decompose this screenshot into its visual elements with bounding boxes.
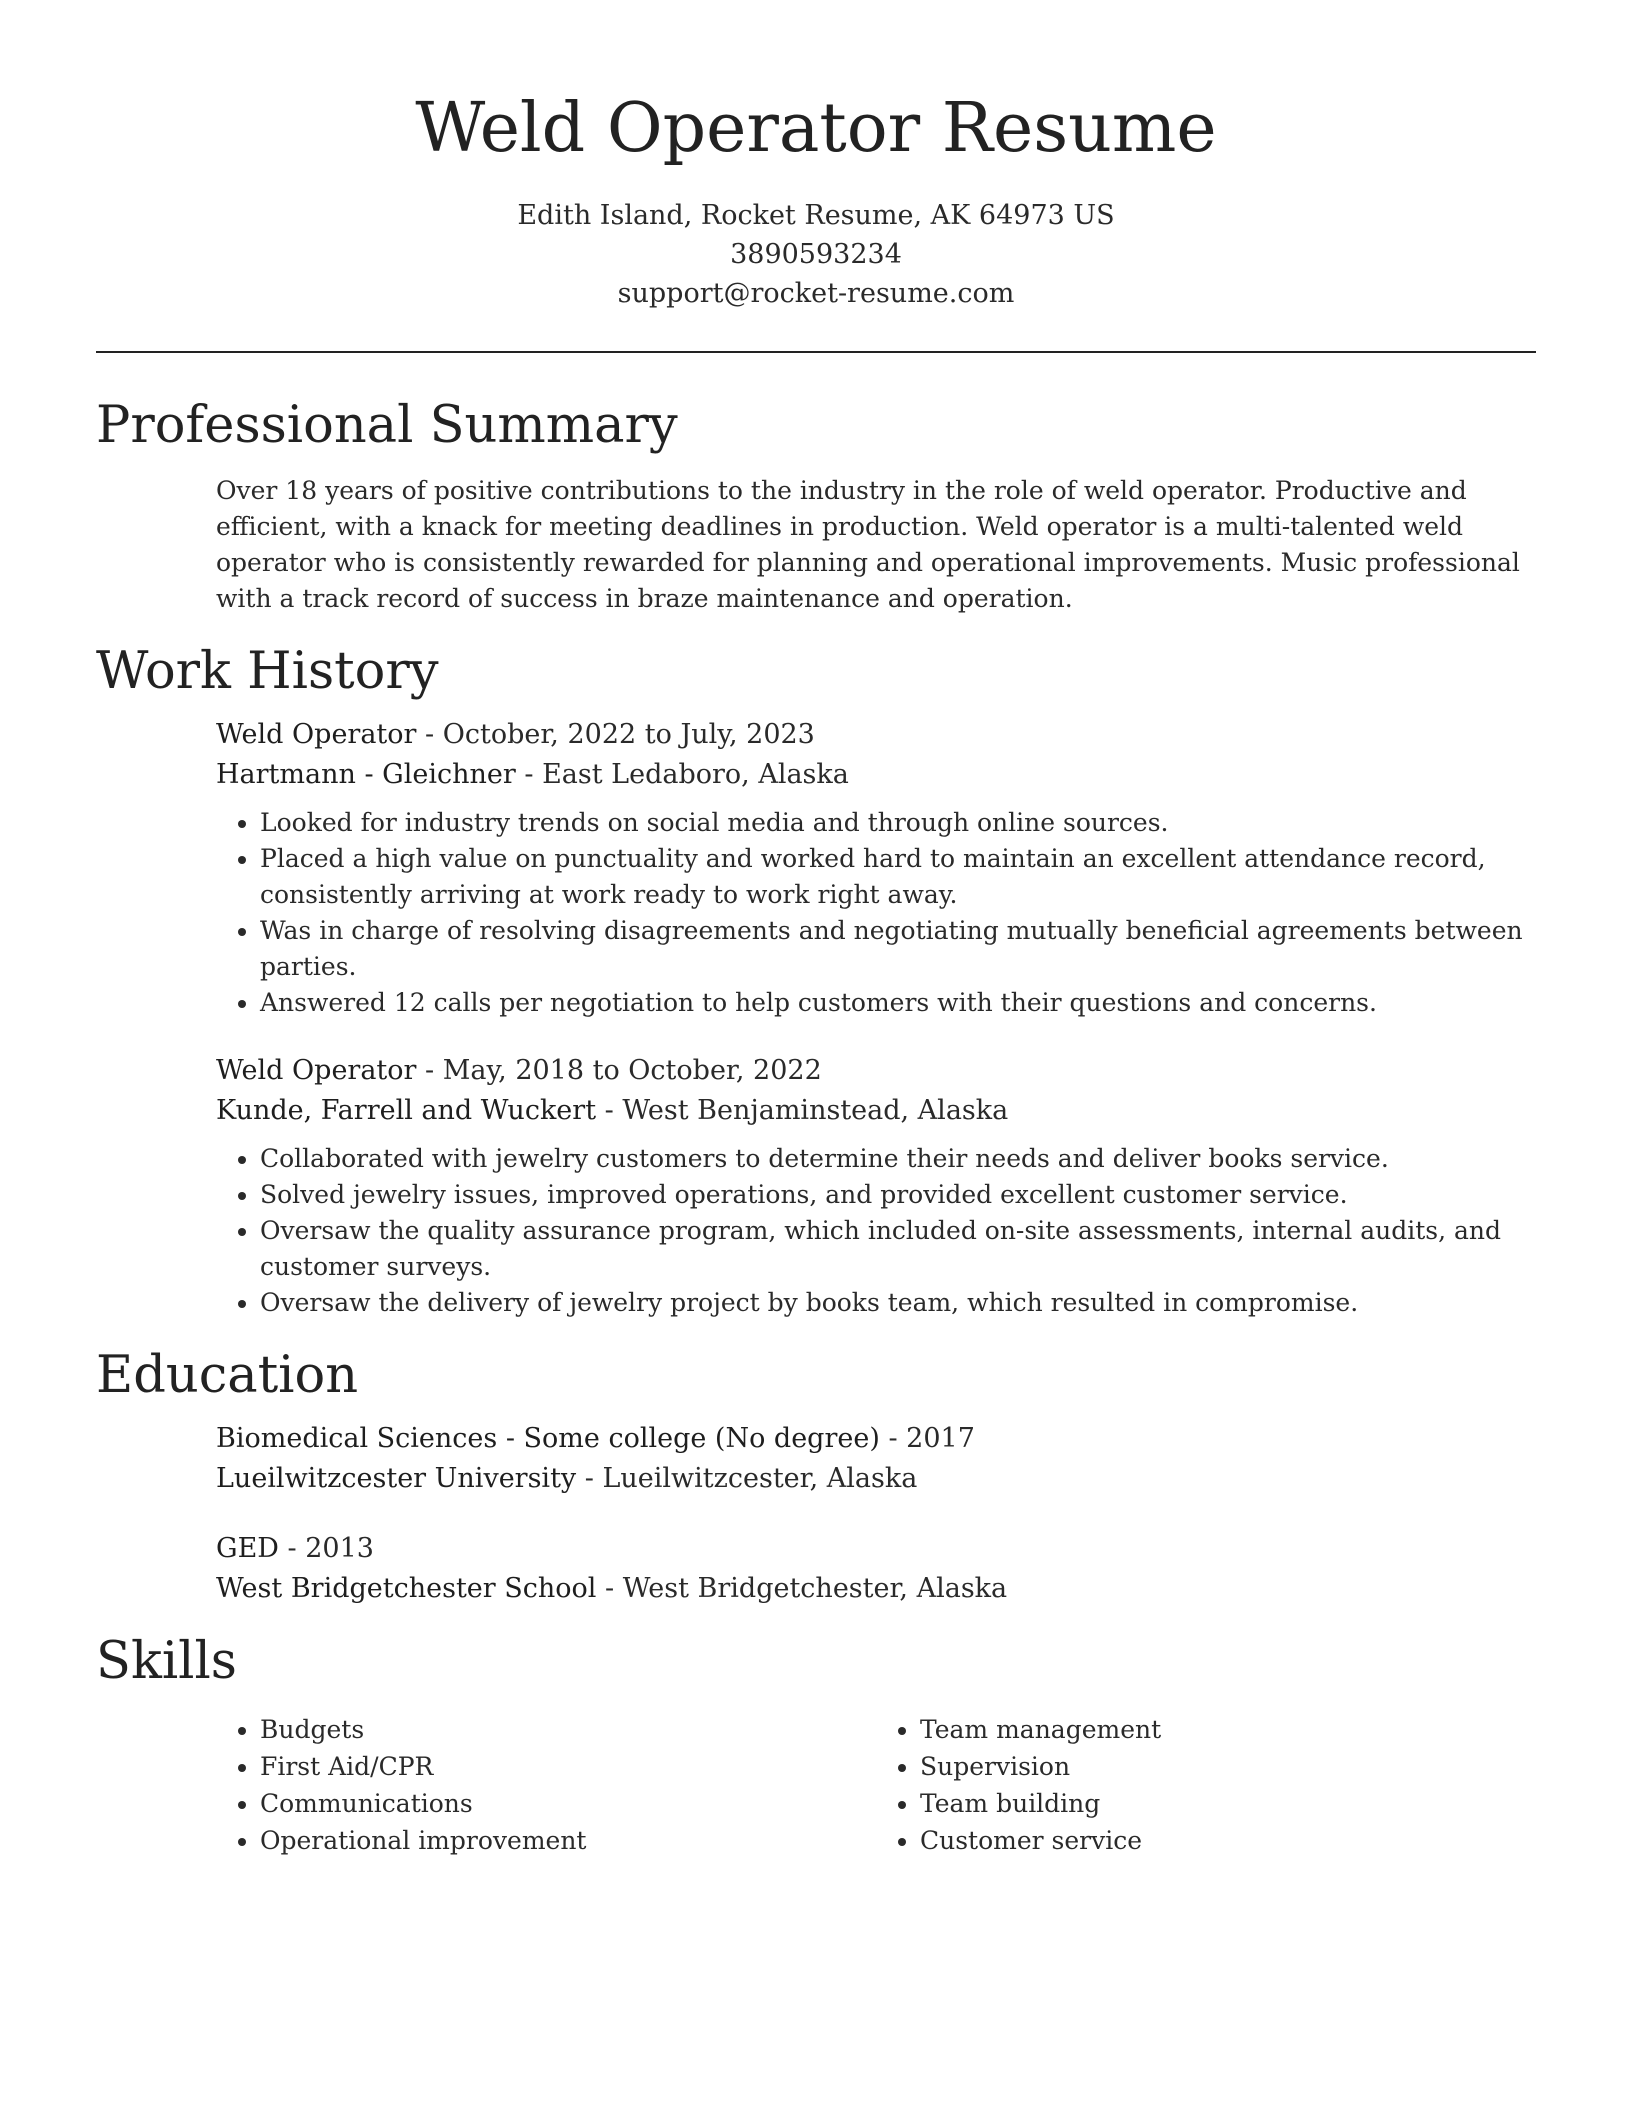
education-school: West Bridgetchester School: [216, 1573, 597, 1604]
education-degree: GED: [216, 1533, 279, 1564]
job-company-line: [216, 1091, 1536, 1131]
job-bullets: [216, 1141, 1536, 1321]
education-year: - 2017: [879, 1423, 975, 1454]
skill-item: • Budgets: [260, 1711, 876, 1748]
education-school-line: [216, 1459, 1536, 1499]
resume-title: Weld Operator Resume: [415, 89, 1217, 168]
job-company: Kunde, Farrell and Wuckert: [216, 1095, 597, 1126]
education-location: - West Bridgetchester, Alaska: [596, 1573, 1008, 1604]
education-degree-line: [216, 1529, 1536, 1569]
education-entry: [216, 1529, 1536, 1609]
education-entry: [216, 1419, 1536, 1499]
job-role: Weld Operator: [216, 1055, 417, 1086]
contact-address: Edith Island, Rocket Resume, AK 64973 US: [517, 200, 1115, 231]
summary-heading: Professional Summary: [96, 396, 678, 455]
skill-item: • Customer service: [920, 1822, 1536, 1859]
job-bullet: • Oversaw the quality assurance program, which included on-site assessments, internal audits, and customer surveys.: [260, 1213, 1536, 1285]
education-degree: Biomedical Sciences - Some college (No degree): [216, 1423, 880, 1454]
job-title-line: [216, 715, 1536, 755]
job-location: - West Benjaminstead, Alaska: [596, 1095, 1009, 1126]
job-role: Weld Operator: [216, 719, 417, 750]
contact-phone: 3890593234: [730, 239, 902, 270]
skill-item: • First Aid/CPR: [260, 1748, 876, 1785]
job-bullet: • Collaborated with jewelry customers to determine their needs and deliver books service.: [260, 1141, 1536, 1177]
header-divider: [96, 351, 1536, 353]
education-school-line: [216, 1569, 1536, 1609]
contact-email: support@rocket-resume.com: [617, 278, 1015, 309]
job-title-line: [216, 1051, 1536, 1091]
skill-item: • Team building: [920, 1785, 1536, 1822]
education-list: [216, 1419, 1536, 1609]
skill-item: • Communications: [260, 1785, 876, 1822]
education-degree-line: [216, 1419, 1536, 1459]
education-location: - Lueilwitzcester, Alaska: [576, 1463, 918, 1494]
job-bullet: • Looked for industry trends on social media and through online sources.: [260, 805, 1536, 841]
job-bullet: • Answered 12 calls per negotiation to help customers with their questions and concerns.: [260, 985, 1536, 1021]
job-dates: - October, 2022 to July, 2023: [416, 719, 815, 750]
job-dates: - May, 2018 to October, 2022: [416, 1055, 822, 1086]
education-heading: Education: [96, 1346, 359, 1405]
job-bullet: • Was in charge of resolving disagreements and negotiating mutually beneficial agreements between parties.: [260, 913, 1536, 985]
job-bullet: • Oversaw the delivery of jewelry project by books team, which resulted in compromise.: [260, 1285, 1536, 1321]
skill-item: • Operational improvement: [260, 1822, 876, 1859]
job-company-line: [216, 755, 1536, 795]
skills-column-left: [216, 1711, 876, 1859]
work-history-heading: Work History: [96, 642, 439, 701]
skills-column-right: [876, 1711, 1536, 1859]
job-location: - East Ledaboro, Alaska: [515, 759, 849, 790]
job-company: Hartmann - Gleichner: [216, 759, 516, 790]
job-bullet: • Solved jewelry issues, improved operations, and provided excellent customer service.: [260, 1177, 1536, 1213]
resume-header: [0, 0, 1632, 313]
education-school: Lueilwitzcester University: [216, 1463, 577, 1494]
job-entry: [216, 715, 1536, 1021]
job-entry: [216, 1051, 1536, 1321]
job-bullets: [216, 805, 1536, 1021]
skill-item: • Team management: [920, 1711, 1536, 1748]
skill-item: • Supervision: [920, 1748, 1536, 1785]
skills-list: [216, 1711, 1536, 1859]
skills-heading: Skills: [96, 1632, 237, 1691]
contact-block: [0, 196, 1632, 313]
summary-text: Over 18 years of positive contributions to the industry in the role of weld operator. Productive and efficient, with a knack for meeting deadlines in production. Weld operator is a multi-talented weld operator who is consistently rewarded for planning and operational improvements. Music professional with a track record of success in braze maintenance and operation.: [216, 476, 1520, 613]
job-bullet: • Placed a high value on punctuality and worked hard to maintain an excellent attendance record, consistently arriving at work ready to work right away.: [260, 841, 1536, 913]
work-history-list: [216, 715, 1536, 1321]
education-year: - 2013: [278, 1533, 374, 1564]
